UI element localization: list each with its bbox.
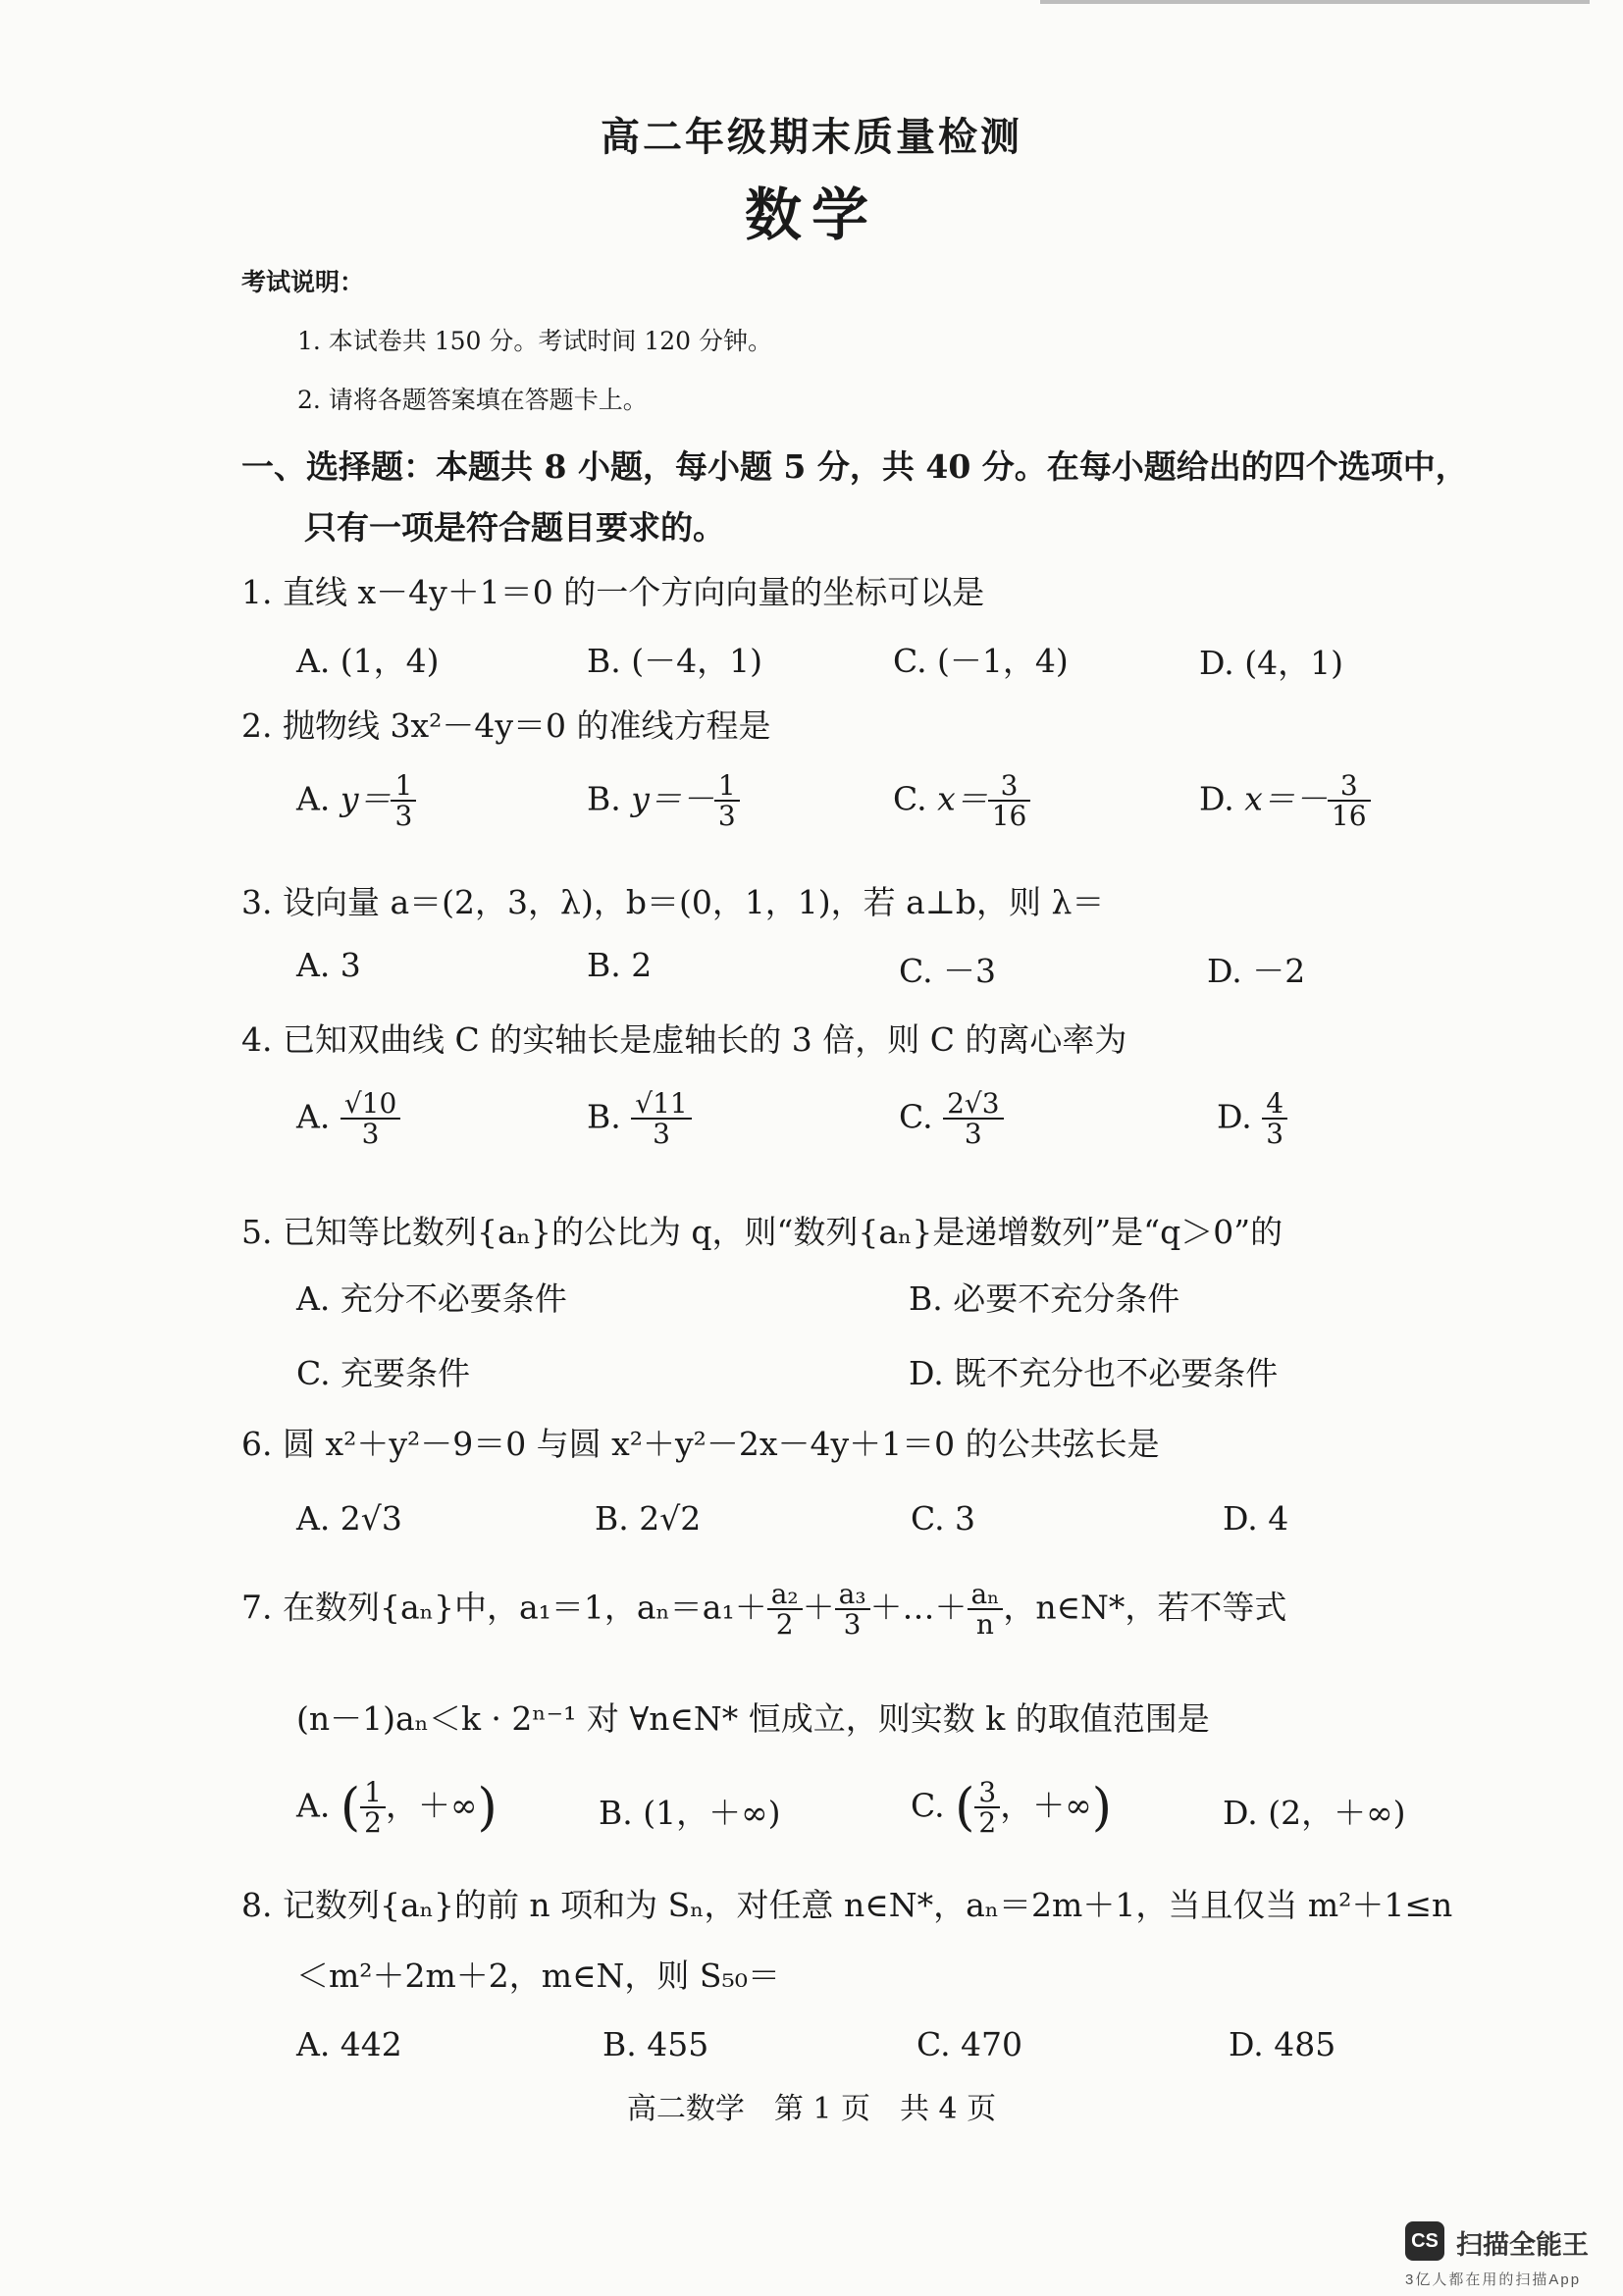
fraction: $\frac{√10}{3}$ [340, 1089, 400, 1149]
option-b: B. y＝－ $\frac{1}{3}$ [587, 771, 740, 831]
option-a: A. 3 [296, 946, 361, 984]
option-a: A. (1，4) [296, 642, 440, 680]
question-6 [241, 1419, 1160, 1465]
question-number: 4. [241, 1020, 273, 1059]
option-c: C. 470 [916, 2025, 1023, 2063]
instructions-heading: 考试说明： [241, 268, 365, 296]
option-c: C. 3 [911, 1499, 976, 1538]
fraction: $\frac{√11}{3}$ [631, 1089, 691, 1149]
option-b: B. 2 [587, 946, 653, 984]
option-d: D. (4，1) [1199, 644, 1344, 682]
option-d: D. －2 [1207, 952, 1306, 990]
option-d: D. 485 [1229, 2025, 1336, 2063]
option-b: B. 必要不充分条件 [909, 1279, 1180, 1318]
watermark-tagline: 3亿人都在用的扫描App [1405, 2271, 1582, 2288]
option-a: A. 2√3 [296, 1499, 402, 1538]
exam-title: 高二年级期末质量检测 [601, 114, 1022, 160]
option-a: A. ( $\frac{1}{2}$ ，＋∞) [296, 1776, 497, 1840]
option-b: B. 455 [602, 2025, 709, 2063]
fraction: $\frac{3}{2}$ [974, 1778, 1000, 1838]
fraction: $\frac{1}{2}$ [360, 1778, 386, 1838]
option-c: C. 充要条件 [296, 1354, 471, 1392]
watermark-name: 扫描全能王 [1456, 2230, 1589, 2260]
question-stem-cont: ＜m²＋2m＋2，m∈N，则 S₅₀＝ [296, 1957, 780, 1995]
option-d: D. (2，＋∞) [1223, 1794, 1406, 1832]
question-stem: 直线 x－4y＋1＝0 的一个方向向量的坐标可以是 [283, 573, 985, 611]
option-d: D. 既不充分也不必要条件 [909, 1354, 1279, 1392]
instruction-item: 2. 请将各题答案填在答题卡上。 [297, 386, 648, 414]
fraction: $\frac{3}{16}$ [1328, 771, 1371, 831]
option-b: B. (1，＋∞) [599, 1794, 781, 1832]
question-2 [241, 701, 770, 747]
question-8 [241, 1880, 1452, 1926]
fraction: $\frac{\text{a₃}}{3}$ [835, 1580, 870, 1640]
fraction: $\frac{1}{3}$ [714, 771, 740, 831]
fraction: $\frac{\text{aₙ}}{n}$ [968, 1580, 1004, 1640]
question-number: 7. [241, 1588, 273, 1627]
question-stem: 在数列{aₙ}中，a₁＝1，aₙ＝a₁＋ [283, 1588, 767, 1627]
question-stem: 圆 x²＋y²－9＝0 与圆 x²＋y²－2x－4y＋1＝0 的公共弦长是 [283, 1425, 1160, 1463]
option-b: B. (－4，1) [587, 642, 762, 680]
option-d: D. $\frac{4}{3}$ [1217, 1089, 1287, 1149]
question-number: 6. [241, 1425, 273, 1463]
instruction-item: 1. 本试卷共 150 分。考试时间 120 分钟。 [297, 327, 773, 355]
option-a: A. $\frac{√10}{3}$ [296, 1089, 400, 1149]
option-d: D. 4 [1223, 1499, 1289, 1538]
option-b: B. 2√2 [595, 1499, 702, 1538]
option-a: A. 442 [296, 2025, 402, 2063]
question-stem: 设向量 a＝(2，3，λ)，b＝(0，1，1)，若 a⊥b，则 λ＝ [283, 883, 1105, 921]
option-d: D. x＝－ $\frac{3}{16}$ [1199, 771, 1371, 831]
subject-title: 数学 [744, 182, 878, 248]
option-c: C. －3 [899, 952, 997, 990]
question-number: 1. [241, 573, 273, 611]
option-c: C. x＝ $\frac{3}{16}$ [893, 771, 1030, 831]
fraction: $\frac{3}{16}$ [988, 771, 1031, 831]
question-stem: 抛物线 3x²－4y＝0 的准线方程是 [283, 706, 771, 745]
question-5 [241, 1207, 1283, 1253]
question-stem: 已知等比数列{aₙ}的公比为 q，则“数列{aₙ}是递增数列”是“q＞0”的 [283, 1213, 1283, 1251]
question-number: 8. [241, 1886, 273, 1924]
question-7: 7. 在数列{aₙ}中，a₁＝1，aₙ＝a₁＋ $\frac{\text{a₂}}{2}$ ＋ $\frac{\text{a₃}}{3}$ ＋…＋ $\frac{\text{aₙ}}{n}$ ，n∈N*，若不等式 [241, 1578, 1287, 1642]
option-a: A. 充分不必要条件 [296, 1279, 567, 1318]
section-heading-cont: 只有一项是符合题目要求的。 [304, 508, 725, 547]
question-3 [241, 877, 1104, 923]
option-a: A. y＝ $\frac{1}{3}$ [296, 771, 416, 831]
option-c: C. ( $\frac{3}{2}$ ，＋∞) [911, 1776, 1112, 1840]
fraction: $\frac{1}{3}$ [391, 771, 416, 831]
question-stem-cont: (n－1)aₙ＜k · 2ⁿ⁻¹ 对 ∀n∈N* 恒成立，则实数 k 的取值范围是 [296, 1699, 1210, 1738]
question-number: 3. [241, 883, 273, 921]
fraction: $\frac{2√3}{3}$ [943, 1089, 1003, 1149]
camscanner-logo-icon: CS [1405, 2221, 1444, 2261]
option-c: C. (－1，4) [893, 642, 1069, 680]
question-number: 5. [241, 1213, 273, 1251]
question-stem: 记数列{aₙ}的前 n 项和为 Sₙ，对任意 n∈N*，aₙ＝2m＋1，当且仅当 m²＋1≤n [283, 1886, 1453, 1924]
option-b: B. $\frac{√11}{3}$ [587, 1089, 692, 1149]
question-1 [241, 567, 984, 613]
fraction: $\frac{\text{a₂}}{2}$ [767, 1580, 803, 1640]
question-4 [241, 1015, 1126, 1061]
option-c: C. $\frac{2√3}{3}$ [899, 1089, 1004, 1149]
section-heading: 一、选择题：本题共 8 小题，每小题 5 分，共 40 分。在每小题给出的四个选项中， [241, 447, 1468, 486]
scan-edge-line [1040, 0, 1590, 4]
question-stem: 已知双曲线 C 的实轴长是虚轴长的 3 倍，则 C 的离心率为 [283, 1020, 1127, 1059]
fraction: $\frac{4}{3}$ [1262, 1089, 1287, 1149]
question-number: 2. [241, 706, 273, 745]
page-footer: 高二数学 第 1 页 共 4 页 [626, 2092, 997, 2126]
